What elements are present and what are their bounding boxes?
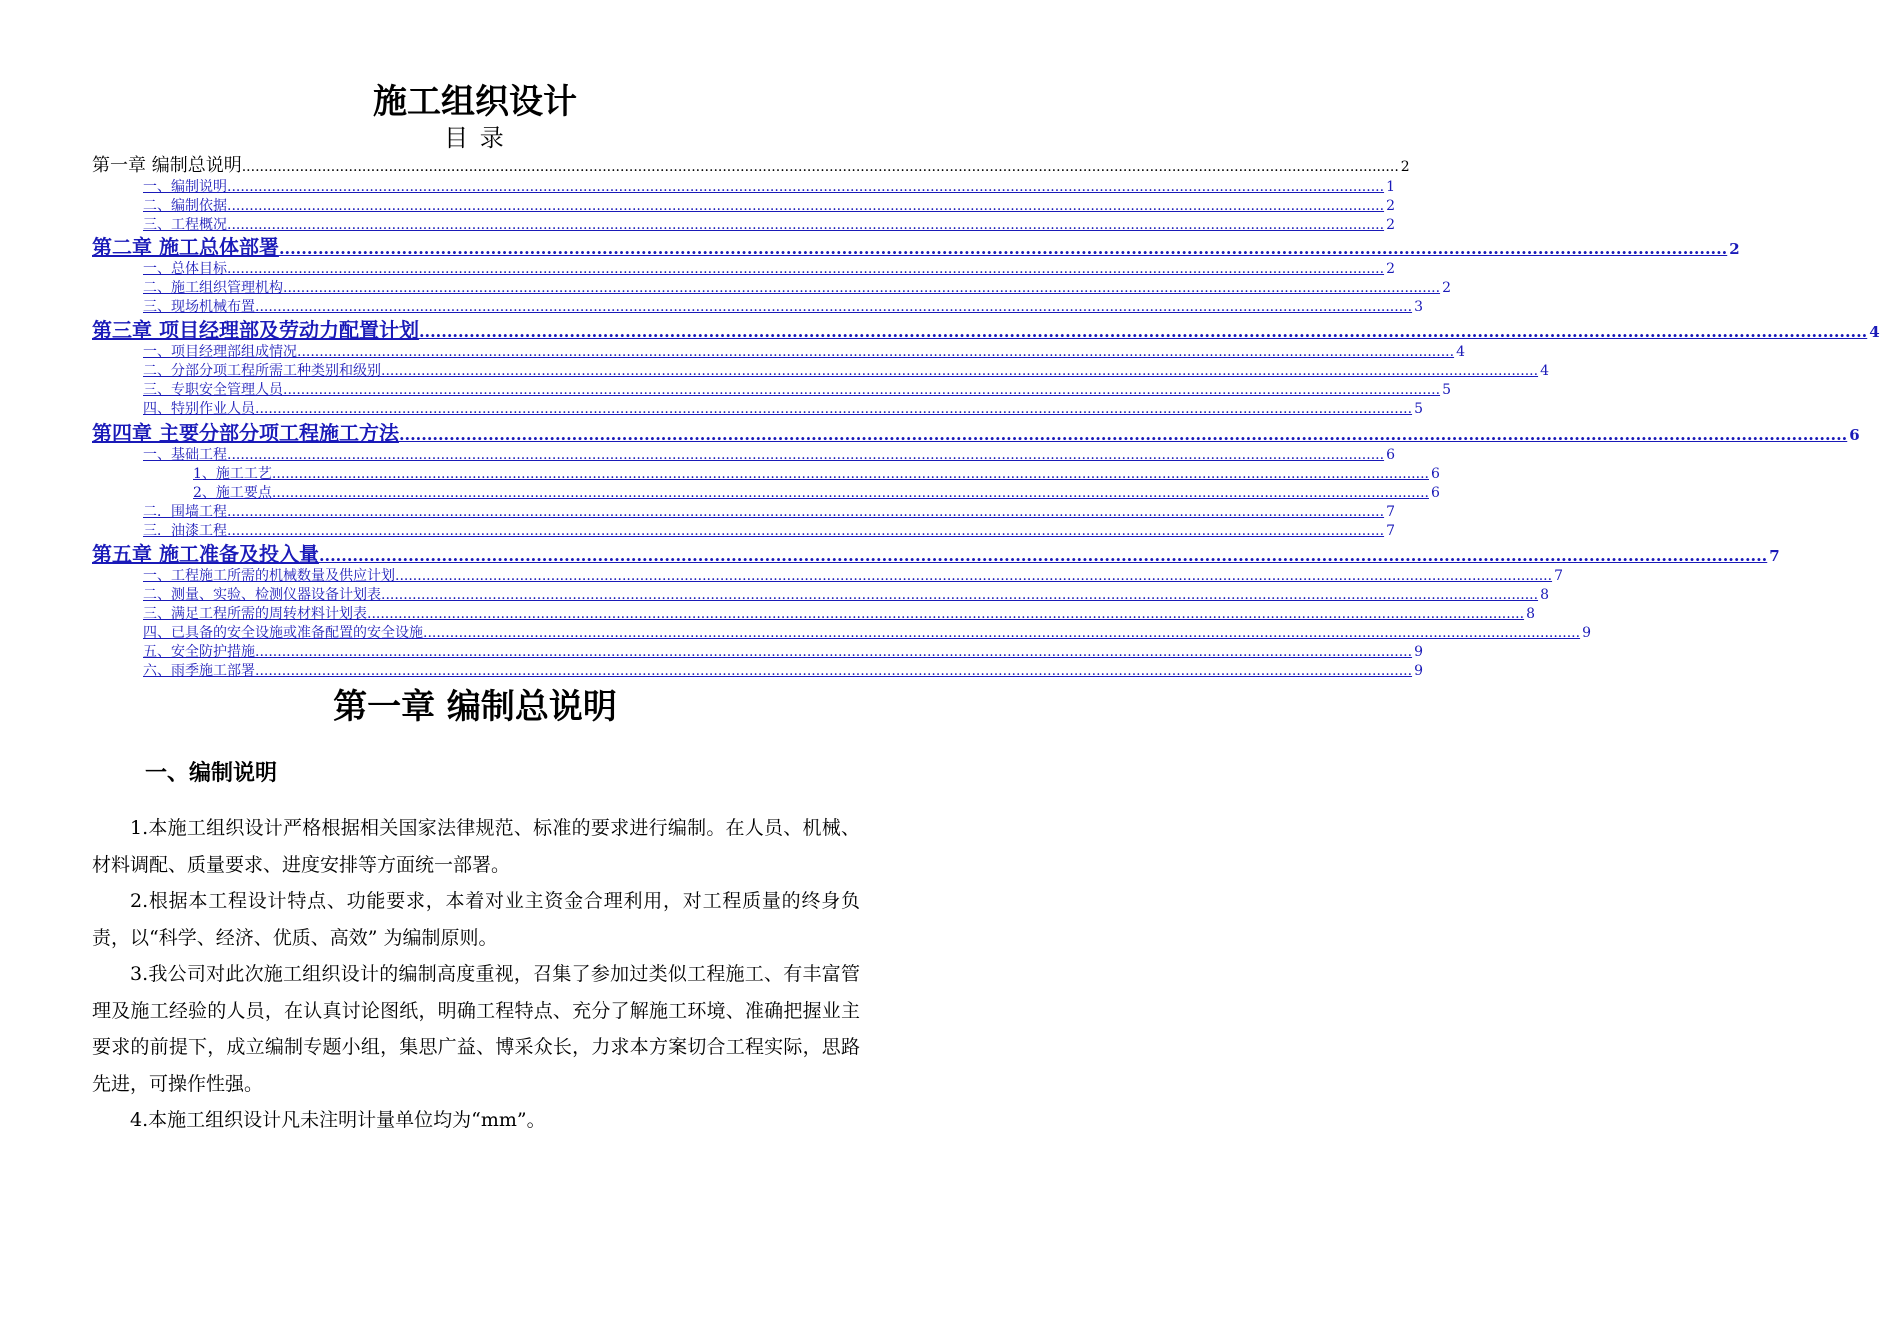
toc-entry-page: 6 [1386,447,1395,463]
toc-entry[interactable] [143,567,1563,585]
toc-entry[interactable] [92,234,1740,260]
toc-leader-dots: .................................................................................................................................................................................................................................................................... [255,299,1413,315]
toc-entry[interactable] [143,643,1423,661]
paragraph: 2.根据本工程设计特点、功能要求，本着对业主资金合理利用，对工程质量的终身负责，以“科学、经济、优质、高效” 为编制原则。 [92,890,860,949]
toc-leader-dots: .................................................................................................................................................................................................................................................................... [271,466,1429,482]
toc-entry-page: 8 [1540,587,1549,603]
toc-entry-title: 一、编制说明 [143,179,227,195]
toc-leader-dots: .................................................................................................................................................................................................................................................................... [367,606,1525,622]
toc-entry-title: 一、项目经理部组成情况 [143,344,297,360]
toc-entry[interactable] [143,624,1591,642]
toc-entry-page: 1 [1386,179,1395,195]
toc-leader-dots: .................................................................................................................................................................................................................................................................... [227,523,1385,539]
toc-leader-dots: .................................................................................................................................................................................................................................................................... [297,344,1455,360]
toc-leader-dots: .................................................................................................................................................................................................................................................................... [283,280,1441,296]
toc-entry-page: 4 [1456,344,1465,360]
section-title: 一、编制说明 [145,761,278,786]
toc-entry-page: 9 [1414,663,1423,679]
toc-leader-dots: .................................................................................................................................................................................................................................................................... [241,159,1399,175]
toc-entry-page: 9 [1582,625,1591,641]
toc-entry-title: 二、施工组织管理机构 [143,280,283,296]
toc-leader-dots: .................................................................................................................................................................................................................................................................... [418,322,1868,341]
toc-entry-page: 7 [1769,547,1780,565]
toc-entry-title: 第四章 主要分部分项工程施工方法 [92,421,399,445]
toc-entry-page: 2 [1386,217,1395,233]
toc-entry-title: 第五章 施工准备及投入量 [92,542,319,566]
toc-entry[interactable] [143,662,1423,680]
body-text [92,810,860,1139]
toc-entry [92,154,1410,178]
toc-leader-dots: .................................................................................................................................................................................................................................................................... [283,382,1441,398]
toc-entry[interactable] [193,465,1440,483]
toc-entry-title: 第一章 编制总说明 [92,155,242,176]
toc-entry[interactable] [143,503,1395,521]
toc-entry-title: 一、基础工程 [143,447,227,463]
toc-leader-dots: .................................................................................................................................................................................................................................................................... [227,198,1385,214]
toc-entry[interactable] [143,605,1535,623]
toc-entry-page: 6 [1430,466,1440,482]
toc-entry[interactable] [193,484,1440,502]
toc-leader-dots: .................................................................................................................................................................................................................................................................... [227,447,1385,463]
toc-leader-dots: .................................................................................................................................................................................................................................................................... [227,217,1385,233]
toc-leader-dots: .................................................................................................................................................................................................................................................................... [398,425,1848,444]
toc-entry-page: 5 [1414,401,1423,417]
toc-entry-title: 四、特别作业人员 [143,401,255,417]
toc-entry-title: 第二章 施工总体部署 [92,235,279,259]
toc-entry-title: 二、测量、实验、检测仪器设备计划表 [143,587,381,603]
toc-entry[interactable] [143,400,1423,418]
toc-entry-page: 4 [1869,323,1880,341]
toc-entry-title: 1、施工工艺 [193,466,272,482]
toc-entry[interactable] [143,178,1395,196]
toc-entry-page: 4 [1540,363,1549,379]
toc-entry-page: 7 [1386,523,1395,539]
toc-entry[interactable] [143,586,1549,604]
toc-leader-dots: .................................................................................................................................................................................................................................................................... [271,485,1429,501]
toc-entry[interactable] [143,216,1395,234]
toc-entry-page: 2 [1386,198,1395,214]
toc-entry-page: 7 [1554,568,1563,584]
toc-leader-dots: .................................................................................................................................................................................................................................................................... [227,261,1385,277]
toc-entry-page: 2 [1442,280,1451,296]
toc-entry-title: 四、已具备的安全设施或准备配置的安全设施 [143,625,423,641]
toc-entry-title: 三、工程概况 [143,217,227,233]
toc-entry-title: 一、工程施工所需的机械数量及供应计划 [143,568,395,584]
toc-entry[interactable] [92,317,1880,343]
toc-entry[interactable] [143,260,1395,278]
toc-leader-dots: .................................................................................................................................................................................................................................................................... [278,239,1728,258]
toc-entry[interactable] [143,446,1395,464]
toc-entry-page: 2 [1386,261,1395,277]
toc-leader-dots: .................................................................................................................................................................................................................................................................... [255,663,1413,679]
toc-entry[interactable] [92,541,1780,567]
toc-entry-title: 三、专职安全管理人员 [143,382,283,398]
toc-entry[interactable] [143,381,1451,399]
toc-leader-dots: .................................................................................................................................................................................................................................................................... [227,504,1385,520]
toc-entry-title: 三、现场机械布置 [143,299,255,315]
document-title: 施工组织设计 [373,82,577,122]
toc-entry[interactable] [143,197,1395,215]
toc-entry-title: 六、雨季施工部署 [143,663,255,679]
toc-leader-dots: .................................................................................................................................................................................................................................................................... [227,179,1385,195]
toc-entry-page: 2 [1729,240,1740,258]
toc-entry-page: 8 [1526,606,1535,622]
toc-entry-title: 三、满足工程所需的周转材料计划表 [143,606,367,622]
toc-entry[interactable] [143,362,1549,380]
toc-leader-dots: .................................................................................................................................................................................................................................................................... [395,568,1553,584]
paragraph: 1.本施工组织设计严格根据相关国家法律规范、标准的要求进行编制。在人员、机械、材料调配、质量要求、进度安排等方面统一部署。 [92,817,860,876]
toc-entry-page: 3 [1414,299,1423,315]
toc-entry-title: 三．油漆工程 [143,523,227,539]
toc-entry-page: 6 [1430,485,1440,501]
toc-leader-dots: .................................................................................................................................................................................................................................................................... [255,644,1413,660]
toc-leader-dots: .................................................................................................................................................................................................................................................................... [381,363,1539,379]
toc-entry-page: 9 [1414,644,1423,660]
toc-entry[interactable] [143,298,1423,316]
chapter-title: 第一章 编制总说明 [333,687,617,727]
toc-leader-dots: .................................................................................................................................................................................................................................................................... [255,401,1413,417]
toc-entry-page: 5 [1442,382,1451,398]
paragraph: 3.我公司对此次施工组织设计的编制高度重视，召集了参加过类似工程施工、有丰富管理及施工经验的人员，在认真讨论图纸，明确工程特点、充分了解施工环境、准确把握业主要求的前提下，成立编制专题小组，集思广益、博采众长，力求本方案切合工程实际，思路先进，可操作性强。 [92,963,860,1095]
toc-entry-title: 2、施工要点 [193,485,272,501]
toc-leader-dots: .................................................................................................................................................................................................................................................................... [318,546,1768,565]
toc-entry[interactable] [143,343,1465,361]
paragraph: 4.本施工组织设计凡未注明计量单位均为“mm”。 [130,1109,546,1131]
toc-leader-dots: .................................................................................................................................................................................................................................................................... [423,625,1581,641]
toc-entry-title: 二．围墙工程 [143,504,227,520]
toc-entry[interactable] [92,420,1860,446]
toc-entry-page: 7 [1386,504,1395,520]
toc-entry-title: 五、安全防护措施 [143,644,255,660]
toc-entry-title: 二、编制依据 [143,198,227,214]
toc-heading: 目 录 [444,124,506,152]
toc-entry-page: 2 [1400,159,1410,175]
toc-entry-title: 第三章 项目经理部及劳动力配置计划 [92,318,419,342]
toc-entry[interactable] [143,522,1395,540]
toc-leader-dots: .................................................................................................................................................................................................................................................................... [381,587,1539,603]
toc-entry[interactable] [143,279,1451,297]
toc-entry-title: 一、总体目标 [143,261,227,277]
toc-entry-page: 6 [1849,426,1860,444]
toc-entry-title: 二、分部分项工程所需工种类别和级别 [143,363,381,379]
